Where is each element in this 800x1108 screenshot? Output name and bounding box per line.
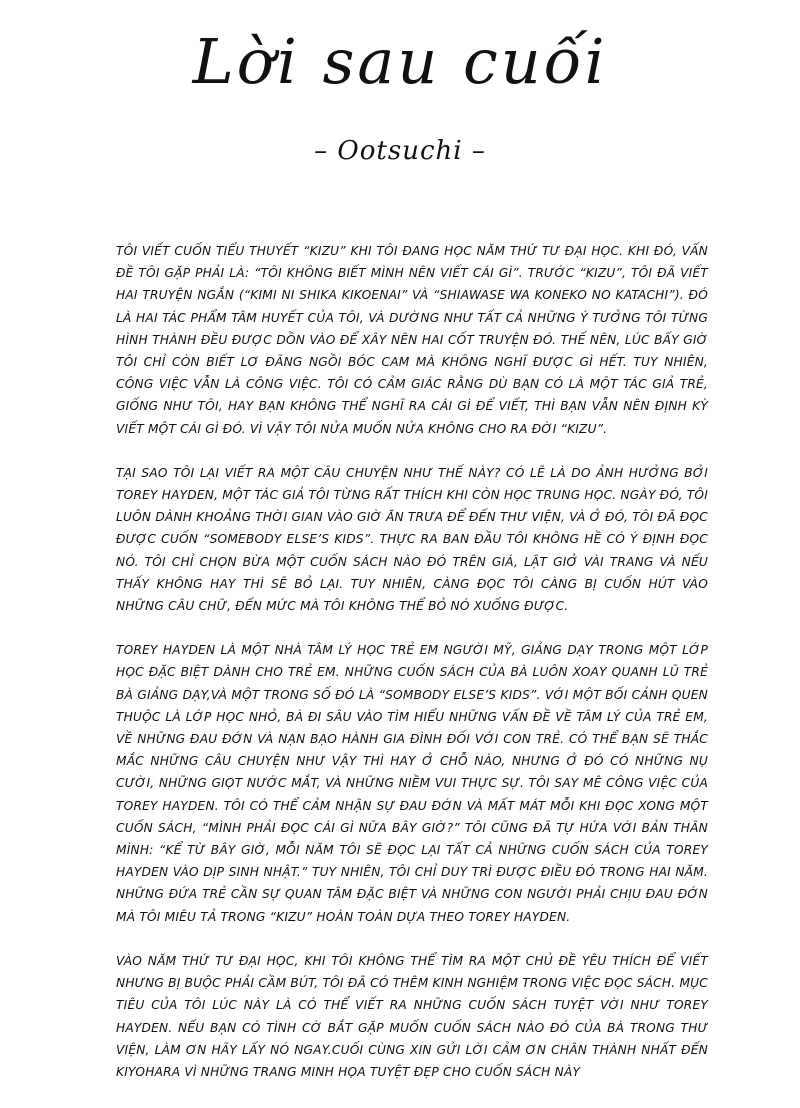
paragraph-1: TÔI VIẾT CUỐN TIỂU THUYẾT “KIZU” KHI TÔI ĐANG HỌC NĂM THỨ TƯ ĐẠI HỌC. KHI ĐÓ, VẤN ĐỀ TÔI GẶP PHẢI LÀ: “TÔI KHÔNG BIẾT MÌNH NÊN VIẾT CÁI GÌ”. TRƯỚC “KIZU”, TÔI ĐÃ VIẾT HAI TRUYỆN NGẮN (“KIMI NI SHIKA KIKOENAI” VÀ “SHIAWASE WA KONEKO NO KATACHI”). ĐÓ LÀ HAI TÁC PHẨM TÂM HUYẾT CỦA TÔI, VÀ DƯỜNG NHƯ TẤT CẢ NHỮNG Ý TƯỞNG TÔI TỪNG HÌNH THÀNH ĐỀU ĐƯỢC DỒN VÀO ĐỂ XÂY NÊN HAI CỐT TRUYỆN ĐÓ. THẾ NÊN, LÚC BẤY GIỜ TÔI CHỈ CÒN BIẾT LƠ ĐÃNG NGỒI BÓC CAM MÀ KHÔNG NGHĨ ĐƯỢC GÌ HẾT. TUY NHIÊN, CÔNG VIỆC VẪN LÀ CÔNG VIỆC. TÔI CÓ CẢM GIÁC RẰNG DÙ BẠN CÓ LÀ MỘT TÁC GIẢ TRẺ, GIỐNG NHƯ TÔI, HAY BẠN KHÔNG THỂ NGHĨ RA CÁI GÌ ĐỂ VIẾT, THÌ BẠN VẪN NÊN ĐỊNH KỲ VIẾT MỘT CÁI GÌ ĐÓ. VÌ VẬY TÔI NỬA MUỐN NỬA KHÔNG CHO RA ĐỜI “KIZU”. — [116, 244, 708, 436]
paragraph-4: VÀO NĂM THỨ TƯ ĐẠI HỌC, KHI TÔI KHÔNG THỂ TÌM RA MỘT CHỦ ĐỀ YÊU THÍCH ĐỂ VIẾT NHƯNG BỊ BUỘC PHẢI CẦM BÚT, TÔI ĐÃ CÓ THÊM KINH NGHIỆM TRONG VIỆC ĐỌC SÁCH. MỤC TIÊU CỦA TÔI LÚC NÀY LÀ CÓ THỂ VIẾT RA NHỮNG CUỐN SÁCH TUYỆT VỜI NHƯ TOREY HAYDEN. NẾU BẠN CÓ TÌNH CỜ BẮT GẶP MUỐN CUỐN SÁCH NÀO ĐÓ CỦA BÀ TRONG THƯ VIỆN, LÀM ƠN HÃY LẤY NÓ NGAY.CUỐI CÙNG XIN GỬI LỜI CẢM ƠN CHÂN THÀNH NHẤT ĐẾN KIYOHARA VÌ NHỮNG TRANG MINH HỌA TUYỆT ĐẸP CHO CUỐN SÁCH NÀY — [116, 953, 708, 1079]
afterword-body — [116, 240, 708, 1105]
paragraph-2: TẠI SAO TÔI LẠI VIẾT RA MỘT CÂU CHUYỆN NHƯ THẾ NÀY? CÓ LẼ LÀ DO ẢNH HƯỞNG BỞI TOREY HAYDEN, MỘT TÁC GIẢ TÔI TỪNG RẤT THÍCH KHI CÒN HỌC TRUNG HỌC. NGÀY ĐÓ, TÔI LUÔN DÀNH KHOẢNG THỜI GIAN VÀO GIỜ ĂN TRƯA ĐỂ ĐẾN THƯ VIỆN, VÀ Ở ĐÓ, TÔI ĐÃ ĐỌC ĐƯỢC CUỐN “SOMEBODY ELSE’S KIDS”. THỰC RA BAN ĐẦU TÔI KHÔNG HỀ CÓ Ý ĐỊNH ĐỌC NÓ. TÔI CHỈ CHỌN BỪA MỘT CUỐN SÁCH NÀO ĐÓ TRÊN GIÁ, LẬT GIỞ VÀI TRANG VÀ NẾU THẤY KHÔNG HAY THÌ SẼ BỎ LẠI. TUY NHIÊN, CÀNG ĐỌC TÔI CÀNG BỊ CUỐN HÚT VÀO NHỮNG CÂU CHỮ, ĐẾN MỨC MÀ TÔI KHÔNG THỂ BỎ NÓ XUỐNG ĐƯỢC. — [116, 465, 708, 614]
author-byline: – Ootsuchi – — [314, 136, 486, 166]
page-title: Lời sau cuối — [192, 25, 608, 98]
paragraph-3: TOREY HAYDEN LÀ MỘT NHÀ TÂM LÝ HỌC TRẺ EM NGƯỜI MỸ, GIẢNG DẠY TRONG MỘT LỚP HỌC ĐẶC BIỆT DÀNH CHO TRẺ EM. NHỮNG CUỐN SÁCH CỦA BÀ LUÔN XOAY QUANH LŨ TRẺ BÀ GIẢNG DẠY,VÀ MỘT TRONG SỐ ĐÓ LÀ “SOMBODY ELSE’S KIDS”. VỚI MỘT BỐI CẢNH QUEN THUỘC LÀ LỚP HỌC NHỎ, BÀ ĐI SÂU VÀO TÌM HIỂU NHỮNG VẤN ĐỀ VỀ TÂM LÝ CỦA TRẺ EM, VỀ NHỮNG ĐAU ĐỚN VÀ NẠN BẠO HÀNH GIA ĐÌNH ĐỐI VỚI CON TRẺ. CÓ THỂ BẠN SẼ THẮC MẮC NHỮNG CÂU CHUYỆN NHƯ VẬY THÌ HAY Ở CHỖ NÀO, NHƯNG Ở ĐÓ CÓ NHỮNG NỤ CƯỜI, NHỮNG GIỌT NƯỚC MẮT, VÀ NHỮNG NIỀM VUI THỰC SỰ. TÔI SAY MÊ CÔNG VIỆC CỦA TOREY HAYDEN. TÔI CÓ THỂ CẢM NHẬN SỰ ĐAU ĐỚN VÀ MẤT MÁT MỖI KHI ĐỌC XONG MỘT CUỐN SÁCH, “MÌNH PHẢI ĐỌC CÁI GÌ NỮA BÂY GIỜ?” TÔI CŨNG ĐÃ TỰ HỨA VỚI BẢN THÂN MÌNH: “KỂ TỪ BÂY GIỜ, MỖI NĂM TÔI SẼ ĐỌC LẠI TẤT CẢ NHỮNG CUỐN SÁCH CỦA TOREY HAYDEN VÀO DỊP SINH NHẬT.” TUY NHIÊN, TÔI CHỈ DUY TRÌ ĐƯỢC ĐIỀU ĐÓ TRONG HAI NĂM. NHỮNG ĐỨA TRẺ CẦN SỰ QUAN TÂM ĐẶC BIỆT VÀ NHỮNG CON NGƯỜI PHẢI CHỊU ĐAU ĐỚN MÀ TÔI MIÊU TẢ TRONG “KIZU” HOÀN TOÀN DỰA THEO TOREY HAYDEN. — [116, 643, 708, 924]
